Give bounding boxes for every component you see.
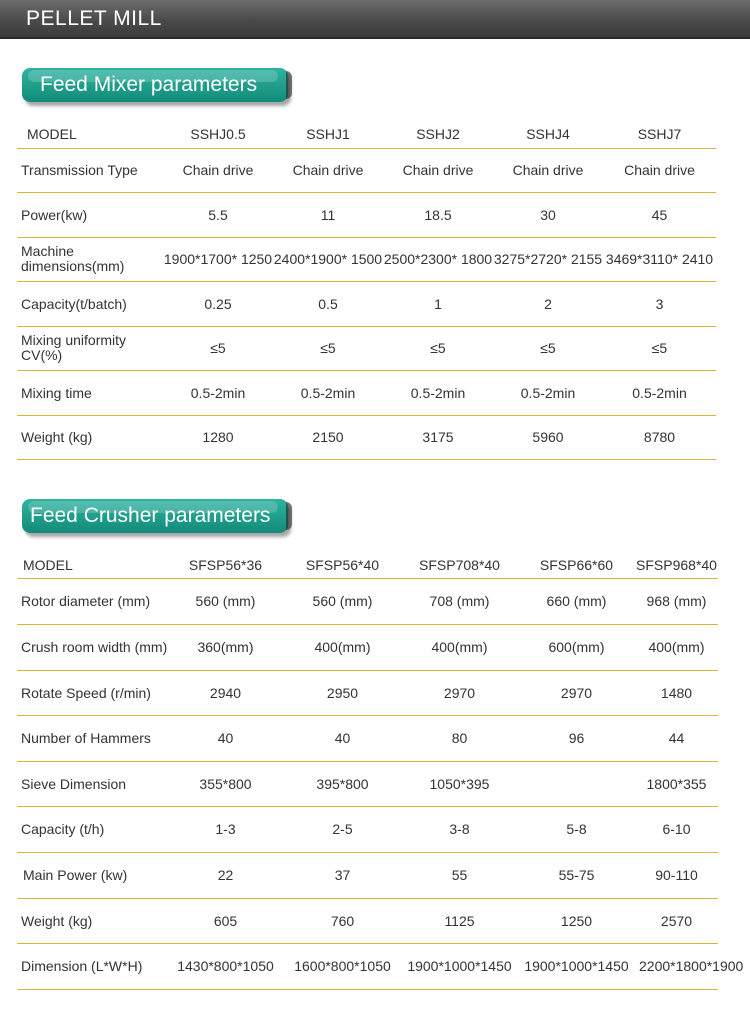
table-cell: 1-3 bbox=[167, 806, 284, 852]
table-cell: 3275*2720* 2155 bbox=[493, 237, 603, 281]
table-row bbox=[17, 578, 718, 624]
table-cell: 80 bbox=[401, 715, 518, 761]
table-cell: 30 bbox=[493, 192, 603, 237]
table-cell: Chain drive bbox=[493, 148, 603, 192]
crusher-header-col: SFSP708*40 bbox=[401, 552, 518, 578]
table-cell: 0.5-2min bbox=[383, 370, 493, 415]
mixer-header-col: SSHJ4 bbox=[493, 120, 603, 148]
table-cell: ≤5 bbox=[163, 326, 273, 370]
table-cell: 18.5 bbox=[383, 192, 493, 237]
row-label: Rotate Speed (r/min) bbox=[17, 670, 167, 715]
table-cell: 44 bbox=[635, 715, 718, 761]
table-cell: 400(mm) bbox=[401, 624, 518, 670]
table-cell: 0.5 bbox=[273, 281, 383, 326]
table-row bbox=[17, 715, 718, 761]
table-cell: 1430*800*1050 bbox=[167, 943, 284, 989]
table-cell: ≤5 bbox=[273, 326, 383, 370]
page-header-bar bbox=[0, 0, 750, 39]
table-cell: 3 bbox=[603, 281, 716, 326]
table-cell: 37 bbox=[284, 852, 401, 898]
table-cell: 1900*1700* 1250 bbox=[163, 237, 273, 281]
table-cell: 2570 bbox=[635, 898, 718, 943]
table-cell: 3-8 bbox=[401, 806, 518, 852]
table-cell: 40 bbox=[284, 715, 401, 761]
table-cell: 600(mm) bbox=[518, 624, 635, 670]
table-cell: 360(mm) bbox=[167, 624, 284, 670]
mixer-table bbox=[17, 120, 716, 460]
table-cell: 660 (mm) bbox=[518, 578, 635, 624]
table-cell: 1 bbox=[383, 281, 493, 326]
table-cell: 968 (mm) bbox=[635, 578, 718, 624]
row-label: Crush room width (mm) bbox=[17, 624, 167, 670]
table-cell: 708 (mm) bbox=[401, 578, 518, 624]
table-row bbox=[17, 806, 718, 852]
table-row bbox=[17, 281, 716, 326]
table-cell: 2150 bbox=[273, 415, 383, 459]
table-cell: 355*800 bbox=[167, 761, 284, 806]
crusher-header-col: SFSP968*40 bbox=[635, 552, 718, 578]
table-cell: 2950 bbox=[284, 670, 401, 715]
table-cell: 1900*1000*1450 bbox=[518, 943, 635, 989]
table-cell: 1280 bbox=[163, 415, 273, 459]
table-cell: 40 bbox=[167, 715, 284, 761]
crusher-header-row bbox=[17, 552, 718, 578]
row-label: Capacity (t/h) bbox=[17, 806, 167, 852]
table-row bbox=[17, 852, 718, 898]
table-row bbox=[17, 670, 718, 715]
table-row bbox=[17, 370, 716, 415]
table-cell: 55 bbox=[401, 852, 518, 898]
table-cell: 760 bbox=[284, 898, 401, 943]
table-cell: 560 (mm) bbox=[284, 578, 401, 624]
table-cell: 2970 bbox=[518, 670, 635, 715]
mixer-header-col: SSHJ7 bbox=[603, 120, 716, 148]
crusher-header-col: SFSP56*36 bbox=[167, 552, 284, 578]
table-cell: ≤5 bbox=[603, 326, 716, 370]
table-cell: 55-75 bbox=[518, 852, 635, 898]
mixer-section-title bbox=[22, 68, 288, 102]
table-cell: 605 bbox=[167, 898, 284, 943]
row-label: Weight (kg) bbox=[17, 898, 167, 943]
row-label: Weight (kg) bbox=[17, 415, 163, 459]
row-label: Power(kw) bbox=[17, 192, 163, 237]
table-cell: 2970 bbox=[401, 670, 518, 715]
table-row bbox=[17, 761, 718, 806]
table-row bbox=[17, 898, 718, 943]
table-cell: 6-10 bbox=[635, 806, 718, 852]
row-label: Dimension (L*W*H) bbox=[17, 943, 167, 989]
row-label: Rotor diameter (mm) bbox=[17, 578, 167, 624]
table-cell: 5960 bbox=[493, 415, 603, 459]
table-cell: 2500*2300* 1800 bbox=[383, 237, 493, 281]
table-cell: 11 bbox=[273, 192, 383, 237]
row-label: Sieve Dimension bbox=[17, 761, 167, 806]
crusher-table bbox=[17, 552, 744, 990]
mixer-header-col: SSHJ2 bbox=[383, 120, 493, 148]
table-cell: 0.25 bbox=[163, 281, 273, 326]
table-cell: Chain drive bbox=[163, 148, 273, 192]
table-cell: 3175 bbox=[383, 415, 493, 459]
table-cell bbox=[518, 761, 635, 806]
crusher-header-col: SFSP66*60 bbox=[518, 552, 635, 578]
table-cell: 0.5-2min bbox=[603, 370, 716, 415]
table-cell: 395*800 bbox=[284, 761, 401, 806]
table-cell: ≤5 bbox=[493, 326, 603, 370]
table-cell: 0.5-2min bbox=[493, 370, 603, 415]
table-cell: 0.5-2min bbox=[273, 370, 383, 415]
table-cell: Chain drive bbox=[273, 148, 383, 192]
row-label: Machine dimensions(mm) bbox=[17, 237, 163, 281]
mixer-section-title-text: Feed Mixer parameters bbox=[40, 73, 258, 96]
row-label: Capacity(t/batch) bbox=[17, 281, 163, 326]
row-label: Mixing uniformity CV(%) bbox=[17, 326, 163, 370]
crusher-section-title-text: Feed Crusher parameters bbox=[30, 504, 271, 527]
table-cell: 1480 bbox=[635, 670, 718, 715]
row-label: Main Power (kw) bbox=[17, 852, 167, 898]
table-cell: 400(mm) bbox=[284, 624, 401, 670]
table-cell: 1800*355 bbox=[635, 761, 718, 806]
table-cell: 1050*395 bbox=[401, 761, 518, 806]
table-cell: 8780 bbox=[603, 415, 716, 459]
mixer-header-col: SSHJ0.5 bbox=[163, 120, 273, 148]
table-cell: 22 bbox=[167, 852, 284, 898]
table-row bbox=[17, 237, 716, 281]
crusher-section-title bbox=[22, 499, 288, 533]
table-row bbox=[17, 148, 716, 192]
table-cell: 1600*800*1050 bbox=[284, 943, 401, 989]
table-cell: 90-110 bbox=[635, 852, 718, 898]
table-row bbox=[17, 943, 718, 989]
table-cell: 2 bbox=[493, 281, 603, 326]
table-cell: 400(mm) bbox=[635, 624, 718, 670]
table-cell: 3469*3110* 2410 bbox=[603, 237, 716, 281]
page-header-title: PELLET MILL bbox=[26, 7, 162, 30]
table-cell: 5-8 bbox=[518, 806, 635, 852]
crusher-header-col: SFSP56*40 bbox=[284, 552, 401, 578]
table-cell: 1900*1000*1450 bbox=[401, 943, 518, 989]
mixer-header-col: SSHJ1 bbox=[273, 120, 383, 148]
table-cell: 45 bbox=[603, 192, 716, 237]
table-cell: Chain drive bbox=[383, 148, 493, 192]
table-cell: 2400*1900* 1500 bbox=[273, 237, 383, 281]
row-label: Mixing time bbox=[17, 370, 163, 415]
table-cell: ≤5 bbox=[383, 326, 493, 370]
table-cell: 2940 bbox=[167, 670, 284, 715]
crusher-header-model: MODEL bbox=[17, 552, 167, 578]
row-label: Number of Hammers bbox=[17, 715, 167, 761]
table-cell: 2-5 bbox=[284, 806, 401, 852]
table-cell: Chain drive bbox=[603, 148, 716, 192]
table-cell: 2200*1800*1900 bbox=[635, 943, 718, 989]
table-row bbox=[17, 192, 716, 237]
table-cell: 1250 bbox=[518, 898, 635, 943]
table-cell: 560 (mm) bbox=[167, 578, 284, 624]
table-row bbox=[17, 415, 716, 459]
table-cell: 5.5 bbox=[163, 192, 273, 237]
table-cell: 1125 bbox=[401, 898, 518, 943]
table-row bbox=[17, 326, 716, 370]
row-label: Transmission Type bbox=[17, 148, 163, 192]
table-row bbox=[17, 624, 718, 670]
mixer-header-model: MODEL bbox=[17, 120, 163, 148]
table-cell: 0.5-2min bbox=[163, 370, 273, 415]
table-cell: 96 bbox=[518, 715, 635, 761]
mixer-header-row bbox=[17, 120, 716, 148]
